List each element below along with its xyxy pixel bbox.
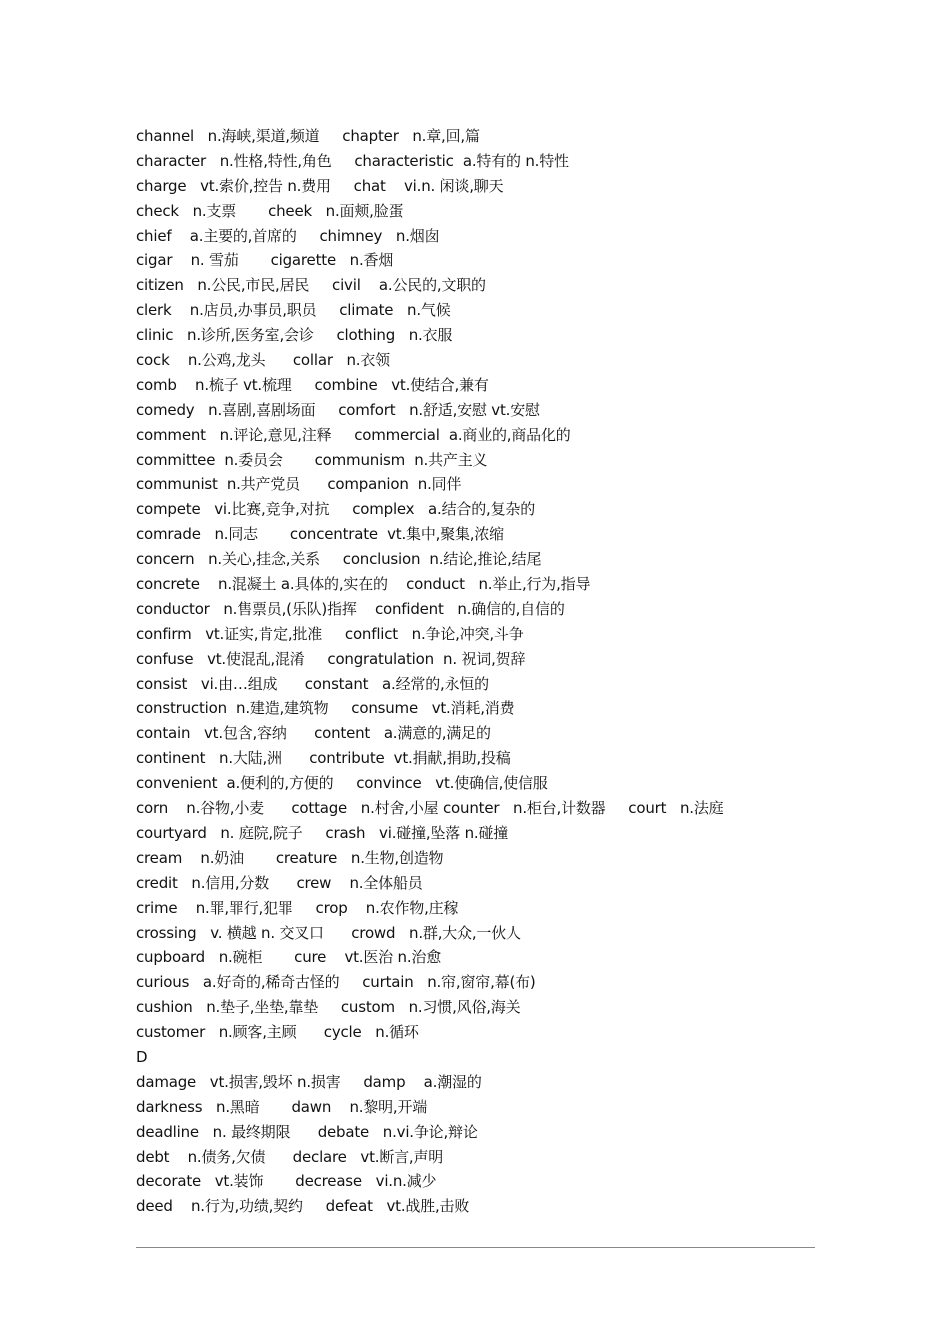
vocab-line: confirm vt.证实,肯定,批准 conflict n.争论,冲突,斗争: [136, 624, 524, 643]
vocab-line: credit n.信用,分数 crew n.全体船员: [136, 873, 423, 892]
vocab-line: conductor n.售票员,(乐队)指挥 confident n.确信的,自信的: [136, 599, 565, 618]
vocab-line: chief a.主要的,首席的 chimney n.烟囱: [136, 226, 440, 245]
vocab-line: courtyard n. 庭院,院子 crash vi.碰撞,坠落 n.碰撞: [136, 823, 509, 842]
vocab-line: channel n.海峡,渠道,频道 chapter n.章,回,篇: [136, 127, 480, 145]
vocab-line: clerk n.店员,办事员,职员 climate n.气候: [136, 301, 451, 320]
vocab-line: damage vt.损害,毁坏 n.损害 damp a.潮湿的: [136, 1072, 482, 1091]
vocab-line: crime n.罪,罪行,犯罪 crop n.农作物,庄稼: [136, 898, 459, 917]
vocab-line: consist vi.由…组成 constant a.经常的,永恒的: [136, 674, 489, 693]
vocab-line: committee n.委员会 communism n.共产主义: [136, 450, 488, 469]
vocab-line: cupboard n.碗柜 cure vt.医治 n.治愈: [136, 948, 442, 967]
vocab-line: cock n.公鸡,龙头 collar n.衣领: [136, 351, 390, 370]
vocab-line: corn n.谷物,小麦 cottage n.村舍,小屋 counter n.柜台,计数器 court n.法庭: [136, 799, 724, 818]
vocab-line: citizen n.公民,市民,居民 civil a.公民的,文职的: [136, 276, 486, 295]
vocab-line: character n.性格,特性,角色 characteristic a.特有的 n.特性: [136, 151, 569, 170]
vocab-line: debt n.债务,欠债 declare vt.断言,声明: [136, 1147, 444, 1166]
vocab-line: check n.支票 cheek n.面颊,脸蛋: [136, 201, 404, 220]
vocab-line: deed n.行为,功绩,契约 defeat vt.战胜,击败: [136, 1197, 470, 1216]
vocab-line: communist n.共产党员 companion n.同伴: [136, 475, 462, 494]
vocab-line: clinic n.诊所,医务室,会诊 clothing n.衣服: [136, 326, 453, 345]
vocab-line: deadline n. 最终期限 debate n.vi.争论,辩论: [136, 1122, 478, 1141]
vocab-line: concrete n.混凝土 a.具体的,实在的 conduct n.举止,行为,指导: [136, 575, 591, 594]
vocab-line: curious a.好奇的,稀奇古怪的 curtain n.帘,窗帘,幕(布): [136, 973, 536, 992]
vocab-line: continent n.大陆,洲 contribute vt.捐献,捐助,投稿: [136, 749, 511, 768]
vocab-line: cream n.奶油 creature n.生物,创造物: [136, 848, 444, 867]
vocab-line: comedy n.喜剧,喜剧场面 comfort n.舒适,安慰 vt.安慰: [136, 400, 540, 419]
vocab-line: comrade n.同志 concentrate vt.集中,聚集,浓缩: [136, 525, 504, 544]
vocab-line: comment n.评论,意见,注释 commercial a.商业的,商品化的: [136, 425, 571, 444]
vocab-line: convenient a.便利的,方便的 convince vt.使确信,使信服: [136, 774, 548, 793]
vocab-line: comb n.梳子 vt.梳理 combine vt.使结合,兼有: [136, 375, 489, 394]
vocab-line: darkness n.黑暗 dawn n.黎明,开端: [136, 1097, 428, 1116]
vocab-line: compete vi.比赛,竞争,对抗 complex a.结合的,复杂的: [136, 500, 535, 519]
vocab-line: customer n.顾客,主顾 cycle n.循环: [136, 1023, 419, 1042]
vocabulary-list: [136, 124, 836, 1219]
vocab-line: contain vt.包含,容纳 content a.满意的,满足的: [136, 724, 491, 743]
vocab-line: decorate vt.装饰 decrease vi.n.减少: [136, 1172, 437, 1191]
vocab-line: concern n.关心,挂念,关系 conclusion n.结论,推论,结尾: [136, 550, 542, 569]
vocab-line: charge vt.索价,控告 n.费用 chat vi.n. 闲谈,聊天: [136, 176, 504, 195]
vocab-line: cigar n. 雪茄 cigarette n.香烟: [136, 251, 394, 270]
section-letter: D: [136, 1047, 148, 1066]
page-bottom-rule: [136, 1247, 815, 1248]
vocab-line: cushion n.垫子,坐垫,靠垫 custom n.习惯,风俗,海关: [136, 998, 521, 1017]
vocab-line: construction n.建造,建筑物 consume vt.消耗,消费: [136, 699, 515, 718]
vocab-line: crossing v. 横越 n. 交叉口 crowd n.群,大众,一伙人: [136, 923, 521, 942]
vocab-line: confuse vt.使混乱,混淆 congratulation n. 祝词,贺辞: [136, 649, 526, 668]
